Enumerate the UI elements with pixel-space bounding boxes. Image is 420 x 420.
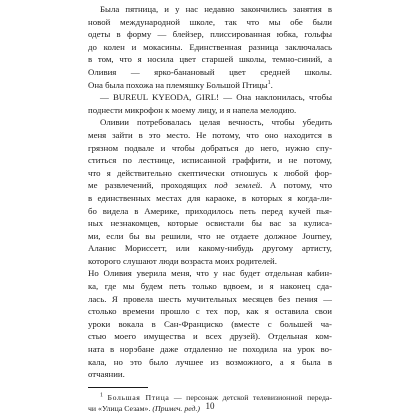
text-line-last: поднести микрофон к моему лицу, и я напела мелодию. <box>88 104 297 115</box>
text-line: ститься по лестнице, исписанной граффити, и не потому, <box>88 155 332 166</box>
text-line: Но Оливия уверила меня, что у нас будет отдельная кабин- <box>88 268 332 279</box>
text-line: меня зайти в это место. Не потому, что оно находится в <box>88 129 332 140</box>
text-line: ных незнакомцев, которые освистали бы вас за кулиса- <box>88 218 332 229</box>
text-line: столько времени прошло с тех пор, как я оставила свои <box>88 306 332 317</box>
text-line: в том, что я носила цвет старшей школы, темно-синий, а <box>88 54 332 65</box>
text-line: Оливии потребовалась целая вечность, чтобы убедить <box>100 117 332 128</box>
text-line: кала, но это было лучшее из возможного, а я была в <box>88 356 332 367</box>
paragraph-3 <box>88 116 332 380</box>
footnote-text: — персонаж детской телевизионной переда- <box>169 392 332 402</box>
text-line: бо видела в Америке, приходилось петь перед кучей пья- <box>88 205 332 216</box>
text-line: ми, если бы вы решили, что не отдаете должное Journey, <box>88 230 332 241</box>
text-line: которого слушают люди возраста моих родителей. <box>88 255 277 266</box>
text-line: что я действительно скептически отношусь к любой фор- <box>88 167 332 178</box>
page-number: 10 <box>205 401 215 411</box>
editor-note: (Примеч. ред.) <box>152 403 200 413</box>
footnote-divider <box>88 387 148 388</box>
text-line: ка, где мы будем петь только вдвоем, и я наконец сда- <box>88 281 332 292</box>
text-line: ната в норэбане даже отдаленно не походила на урок во- <box>88 344 332 355</box>
text-line: Оливия — ярко-банановый цвет средней школы. <box>88 66 332 77</box>
text-fragment: . А потому, что <box>260 180 332 191</box>
text-line: в единственных местах для караоке, в которых я когда-ли- <box>88 192 332 203</box>
text-line: — BUREUL KYEODA, GIRL! — Она наклонилась, чтобы <box>100 92 332 103</box>
body-text <box>88 3 332 381</box>
text-line <box>88 179 332 192</box>
text-line: Аланис Мориссетт, или какому-нибудь другому артисту, <box>88 243 332 254</box>
text-line-last: отчаянии. <box>88 369 125 380</box>
footnote-text: чи «Улица Сезам». <box>88 403 153 413</box>
text-fragment: Она была похожа на племяшку Большой Птицы <box>88 79 268 90</box>
text-line-last <box>88 79 332 92</box>
text-fragment: . <box>270 79 273 90</box>
text-line: новой международной школе, так что мы обе были <box>88 16 332 27</box>
text-line: лась. Я провела шесть мучительных месяцев без пения — <box>88 293 332 304</box>
footnote-term: Большая Птица <box>107 392 170 402</box>
paragraph-1 <box>88 3 332 91</box>
text-line: до колен и мокасины. Единственная разница заключалась <box>88 41 332 52</box>
text-line: уроки вокала в Сан-Франциско (вместе с большей ча- <box>88 318 332 329</box>
text-line: стью моего имущества и всех друзей). Отдельная ком- <box>88 331 332 342</box>
text-line: Была пятница, и у нас недавно закончились занятия в <box>100 4 332 14</box>
text-fragment: ме развлечений, проходящих <box>88 180 215 191</box>
emphasis-text: под землей <box>214 180 261 191</box>
paragraph-2 <box>88 91 332 116</box>
text-line: грязном подвале и чтобы добраться до него, нужно спу- <box>88 142 332 153</box>
footnote-reference[interactable]: 1 <box>267 79 271 86</box>
footnote-marker: 1 <box>100 392 103 399</box>
text-line: одеты в форму — блейзер, плиссированная юбка, гольфы <box>88 29 332 40</box>
